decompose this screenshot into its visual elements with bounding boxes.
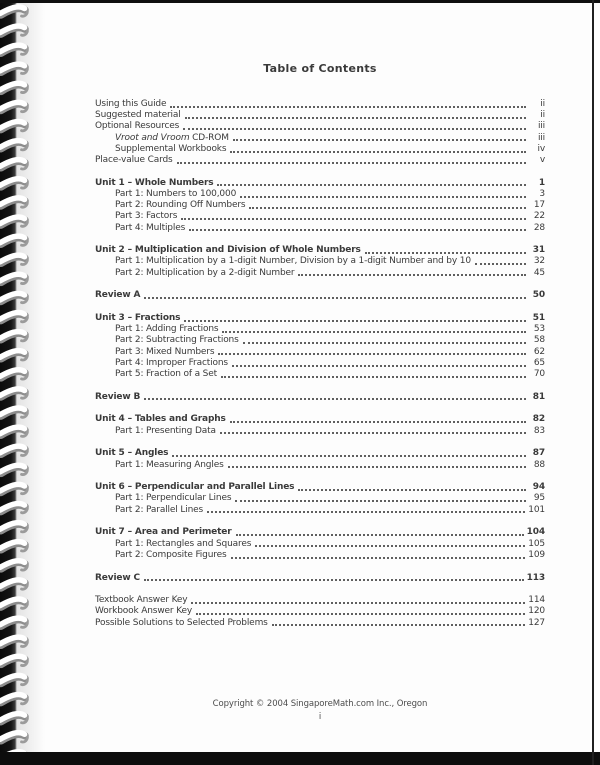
toc-section <box>95 313 545 380</box>
toc-page-number: 104 <box>526 527 545 538</box>
toc-section <box>95 595 545 629</box>
toc-row <box>95 482 545 493</box>
dot-leader <box>217 183 526 186</box>
toc-page-number: iii <box>537 132 545 143</box>
page-title: Table of Contents <box>263 62 377 75</box>
toc-row <box>95 189 545 200</box>
toc-section <box>95 290 545 301</box>
dot-leader <box>298 273 526 276</box>
toc-page-number: 113 <box>526 572 545 583</box>
toc-row <box>95 99 545 110</box>
dot-leader <box>231 556 526 559</box>
toc-label: Unit 2 – Multiplication and Division of Whole Numbers <box>95 245 361 256</box>
toc-page-number: 50 <box>532 290 545 301</box>
dot-leader <box>232 364 526 367</box>
dot-leader <box>233 138 526 141</box>
toc-row <box>95 133 545 144</box>
toc-row <box>95 335 545 346</box>
toc-page-number: 53 <box>533 324 545 335</box>
toc-row <box>95 369 545 380</box>
dot-leader <box>184 319 526 322</box>
toc-page-number: 83 <box>533 425 545 436</box>
toc-row <box>95 493 545 504</box>
toc-label: Part 2: Multiplication by a 2-digit Number <box>115 267 295 278</box>
dot-leader <box>298 488 526 491</box>
dot-leader <box>189 228 526 231</box>
toc-section <box>95 414 545 436</box>
dot-leader <box>220 431 526 434</box>
toc-label: Part 2: Parallel Lines <box>115 504 204 515</box>
dot-leader <box>228 465 526 468</box>
toc-row <box>95 324 545 335</box>
toc-page-number: 95 <box>533 493 545 504</box>
toc-row <box>95 460 545 471</box>
dot-leader <box>243 341 526 344</box>
toc-row <box>95 595 545 606</box>
toc-label: Part 4: Improper Fractions <box>115 357 228 368</box>
toc-page-number: 22 <box>533 211 545 222</box>
dot-leader <box>272 623 526 626</box>
toc-label: Unit 3 – Fractions <box>95 313 181 324</box>
toc-page-number: 51 <box>532 313 545 324</box>
toc-row <box>95 505 545 516</box>
page-footer <box>95 699 545 722</box>
toc-row <box>95 606 545 617</box>
toc-section <box>95 448 545 470</box>
toc-section <box>95 482 545 516</box>
toc-row <box>95 358 545 369</box>
toc-row <box>95 121 545 132</box>
dot-leader <box>207 510 525 513</box>
toc-page-number: 87 <box>532 448 545 459</box>
toc-row <box>95 245 545 256</box>
dot-leader <box>255 544 525 547</box>
toc-page-number: 1 <box>538 177 545 188</box>
toc-row <box>95 539 545 550</box>
toc-section <box>95 99 545 166</box>
toc-row <box>95 200 545 211</box>
dot-leader <box>177 161 526 164</box>
toc-row <box>95 256 545 267</box>
toc-page-number: 31 <box>532 245 545 256</box>
dot-leader <box>144 296 526 299</box>
dot-leader <box>475 262 526 265</box>
toc-page-number: 101 <box>528 504 545 515</box>
dot-leader <box>222 330 526 333</box>
dot-leader <box>236 533 524 536</box>
folio-page-number: i <box>318 712 322 722</box>
dot-leader <box>240 195 526 198</box>
toc-page-number: 28 <box>533 222 545 233</box>
toc-row <box>95 426 545 437</box>
dot-leader <box>185 116 526 119</box>
toc-page-number: ii <box>540 99 545 109</box>
toc-page-number: 58 <box>533 335 545 346</box>
toc-row <box>95 414 545 425</box>
toc-row <box>95 223 545 234</box>
toc-page-number: 88 <box>533 459 545 470</box>
toc-label: Workbook Answer Key <box>95 606 193 617</box>
toc-label: Suggested material <box>95 110 181 121</box>
toc-page-number: 62 <box>533 346 545 357</box>
toc-page-number: 127 <box>528 617 545 628</box>
toc-label: Optional Resources <box>95 121 180 132</box>
copyright-line: Copyright © 2004 SingaporeMath.com Inc., Oregon <box>212 699 428 709</box>
toc-label: Possible Solutions to Selected Problems <box>95 617 268 628</box>
toc-page-number: 32 <box>533 256 545 267</box>
toc-row <box>95 527 545 538</box>
toc-section <box>95 178 545 234</box>
toc-label: Part 5: Fraction of a Set <box>115 369 217 380</box>
toc-page-number: iii <box>537 121 545 132</box>
toc-page-number: 70 <box>533 369 545 380</box>
toc-page-number: 114 <box>528 595 545 606</box>
dot-leader <box>230 420 526 423</box>
dot-leader <box>170 105 526 108</box>
dot-leader <box>172 454 526 457</box>
toc-label: Part 1: Numbers to 100,000 <box>115 188 237 199</box>
dot-leader <box>181 217 526 220</box>
dot-leader <box>183 127 526 130</box>
toc-page-number: v <box>539 155 545 166</box>
toc-section <box>95 527 545 561</box>
dot-leader <box>221 375 526 378</box>
toc-label: Part 1: Multiplication by a 1-digit Number, Division by a 1-digit Number and by 10 <box>115 256 471 267</box>
toc-label: Part 2: Rounding Off Numbers <box>115 200 246 211</box>
toc-label: Part 2: Composite Figures <box>115 549 227 560</box>
toc-page-number: 82 <box>532 414 545 425</box>
toc-page-number: 65 <box>533 357 545 368</box>
dot-leader <box>230 150 526 153</box>
toc-row <box>95 178 545 189</box>
toc-row <box>95 211 545 222</box>
toc-label: Review C <box>95 572 140 583</box>
toc-row <box>95 347 545 358</box>
dot-leader <box>249 206 526 209</box>
toc-page-number: 109 <box>528 549 545 560</box>
dot-leader <box>365 251 526 254</box>
toc-label: Vroot and Vroom CD-ROM <box>115 132 229 143</box>
toc-page-number: 120 <box>528 606 545 617</box>
dot-leader <box>144 578 524 581</box>
photo-top-edge <box>0 0 600 3</box>
photo-bottom-edge <box>0 752 600 765</box>
toc-label: Unit 6 – Perpendicular and Parallel Lines <box>95 482 295 493</box>
toc-label: Part 3: Factors <box>115 211 178 222</box>
toc-page-number: 105 <box>528 538 545 549</box>
toc-label: Textbook Answer Key <box>95 595 188 606</box>
toc-row <box>95 290 545 301</box>
toc-label: Unit 1 – Whole Numbers <box>95 177 214 188</box>
toc-label: Part 1: Adding Fractions <box>115 324 219 335</box>
dot-leader <box>218 352 526 355</box>
toc-row <box>95 392 545 403</box>
toc-row <box>95 573 545 584</box>
table-of-contents <box>95 99 545 629</box>
toc-label: Part 4: Multiples <box>115 222 186 233</box>
toc-row <box>95 618 545 629</box>
toc-section <box>95 392 545 403</box>
toc-label: Unit 4 – Tables and Graphs <box>95 414 226 425</box>
toc-label: Part 1: Measuring Angles <box>115 459 224 470</box>
toc-page-number: 45 <box>533 267 545 278</box>
toc-label: Part 1: Perpendicular Lines <box>115 493 232 504</box>
toc-row <box>95 144 545 155</box>
toc-label: Part 3: Mixed Numbers <box>115 346 215 357</box>
toc-label: Part 1: Rectangles and Squares <box>115 538 252 549</box>
toc-page-number: 94 <box>532 482 545 493</box>
toc-label: Part 2: Subtracting Fractions <box>115 335 239 346</box>
toc-page-number: iv <box>537 143 545 154</box>
toc-row <box>95 550 545 561</box>
toc-section <box>95 573 545 584</box>
toc-label: Review A <box>95 290 141 301</box>
dot-leader <box>144 397 526 400</box>
photo-right-edge <box>592 0 594 765</box>
table-of-contents-page <box>95 62 545 640</box>
toc-page-number: ii <box>540 110 545 121</box>
toc-section <box>95 245 545 279</box>
spiral-binding-coils <box>0 0 42 765</box>
toc-label: Place-value Cards <box>95 155 173 166</box>
toc-label: Unit 5 – Angles <box>95 448 169 459</box>
dot-leader <box>196 612 525 615</box>
toc-page-number: 3 <box>539 188 545 199</box>
toc-label: Part 1: Presenting Data <box>115 425 216 436</box>
dot-leader <box>191 601 525 604</box>
toc-label: Supplemental Workbooks <box>115 143 227 154</box>
toc-row <box>95 268 545 279</box>
toc-row <box>95 110 545 121</box>
dot-leader <box>235 499 526 502</box>
toc-row <box>95 313 545 324</box>
toc-page-number: 81 <box>532 391 545 402</box>
toc-label: Review B <box>95 391 141 402</box>
toc-label: Using this Guide <box>95 99 167 109</box>
toc-page-number: 17 <box>533 200 545 211</box>
toc-row <box>95 448 545 459</box>
toc-label: Unit 7 – Area and Perimeter <box>95 527 232 538</box>
toc-row <box>95 155 545 166</box>
